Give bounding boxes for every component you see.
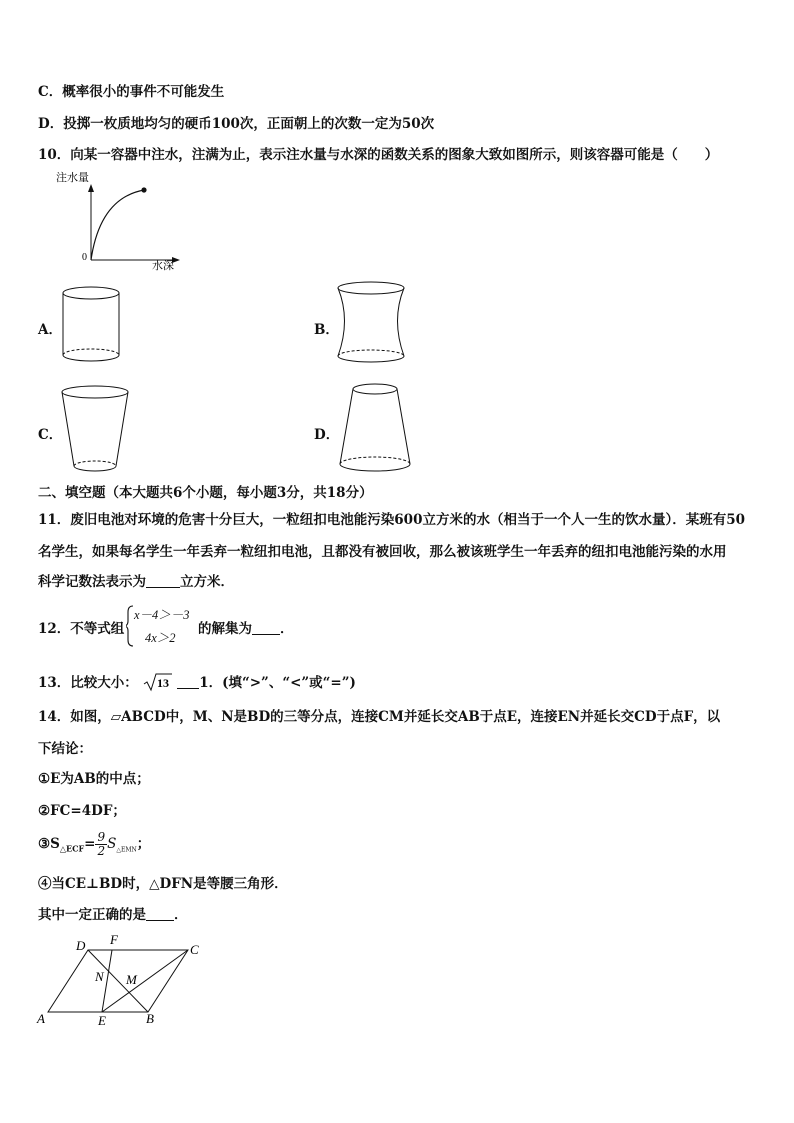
- q12-post-text: 的解集为: [198, 621, 252, 637]
- q12-inequality-2: 4x＞2: [145, 631, 176, 645]
- q14-c3-sub2: △EMN: [116, 846, 137, 854]
- q11-line3-post: 立方米．: [180, 574, 234, 590]
- q10-option-a-label: A．: [38, 322, 62, 338]
- q10-stem: 10．向某一容器中注水，注满为止，表示注水量与水深的函数关系的图象大致如图所示，则该容器可能是（ ）: [38, 147, 719, 163]
- label-d: D: [76, 938, 86, 953]
- q14-c3-s: ③S: [38, 836, 60, 852]
- q10-option-c-container: [57, 382, 137, 477]
- q13-radicand: 13: [156, 676, 169, 690]
- q14-answer-blank[interactable]: [146, 906, 174, 921]
- label-c: C: [190, 942, 199, 957]
- q11-line3-pre: 科学记数法表示为: [38, 574, 146, 590]
- q10-option-d-container: [334, 380, 419, 478]
- q9-option-d: D．投掷一枚质地均匀的硬币100次，正面朝上的次数一定为50次: [38, 116, 435, 132]
- q14-conclusion-1: ①E为AB的中点；: [38, 771, 150, 787]
- q14-c3-s2: S: [107, 836, 117, 852]
- q11-line1: 11．废旧电池对环境的危害十分巨大，一粒纽扣电池能污染600立方米的水（相当于一个人一生的饮水量）．某班有50: [38, 512, 746, 528]
- q10-option-b-label: B．: [314, 322, 339, 338]
- q13-line: [38, 672, 356, 692]
- q14-conclusion-4: ④当CE⊥BD时，△DFN是等腰三角形．: [38, 876, 288, 892]
- q14-c3-num: 9: [97, 830, 106, 844]
- q11-answer-blank[interactable]: [146, 573, 180, 588]
- q14-conclusion-2: ②FC=4DF；: [38, 803, 126, 819]
- q10-graph-xlabel: 水深: [152, 260, 174, 272]
- q14-line2: 下结论：: [38, 741, 92, 757]
- q13-pre: 13．比较大小：: [38, 675, 138, 691]
- q12-post: [198, 620, 294, 638]
- label-f: F: [110, 934, 118, 947]
- sqrt-symbol: [143, 672, 173, 692]
- label-m: M: [126, 972, 137, 987]
- q14-line1: 14．如图，▱ABCD中，M、N是BD的三等分点，连接CM并延长交AB于点E，连接EN并延长交CD于点F，以: [38, 709, 721, 725]
- q11-line2: 名学生，如果每名学生一年丢弃一粒纽扣电池，且都没有被回收，那么被该班学生一年丢弃的纽扣电池能污染的水用: [38, 544, 727, 560]
- q12-answer-blank[interactable]: [252, 620, 280, 635]
- q13-post: 1．(填“>”、“<”或“=”): [199, 675, 356, 691]
- q10-option-c-label: C．: [38, 427, 63, 443]
- q14-ask-end: ．: [174, 907, 188, 923]
- label-b: B: [146, 1011, 154, 1026]
- label-e: E: [98, 1013, 106, 1028]
- q14-c3-sub: △ECF: [59, 843, 85, 854]
- q10-graph-ylabel: 注水量: [56, 172, 89, 184]
- q10-option-d-label: D．: [314, 427, 340, 443]
- q14-c3-den: 2: [97, 844, 106, 858]
- q14-ask: [38, 906, 188, 924]
- q14-ask-pre: 其中一定正确的是: [38, 907, 146, 923]
- q14-parallelogram-figure: [34, 934, 204, 1028]
- q9-option-c: C．概率很小的事件不可能发生: [38, 84, 225, 100]
- q12-pre: 12．不等式组: [38, 621, 125, 637]
- q14-conclusion-3: [38, 830, 150, 865]
- q12-inequality-1: x－4＞－3: [134, 608, 190, 622]
- q10-graph-curve: [91, 190, 144, 260]
- q14-c3-fraction: [95, 831, 107, 858]
- section-2-heading: 二、填空题（本大题共6个小题，每小题3分，共18分）: [38, 485, 373, 501]
- q10-graph-endpoint: [141, 187, 146, 192]
- q13-answer-blank[interactable]: [177, 674, 199, 689]
- q10-graph: [48, 168, 188, 273]
- q11-line3: [38, 573, 234, 591]
- q14-c3-eq: =: [84, 836, 96, 852]
- label-a: A: [37, 1011, 45, 1026]
- q10-graph-origin: 0: [82, 252, 87, 263]
- q14-c3-end: ；: [136, 836, 151, 852]
- q10-option-a-container: [58, 283, 128, 368]
- q10-option-b-container: [333, 278, 413, 368]
- q12-end: ．: [280, 621, 294, 637]
- label-n: N: [95, 969, 104, 984]
